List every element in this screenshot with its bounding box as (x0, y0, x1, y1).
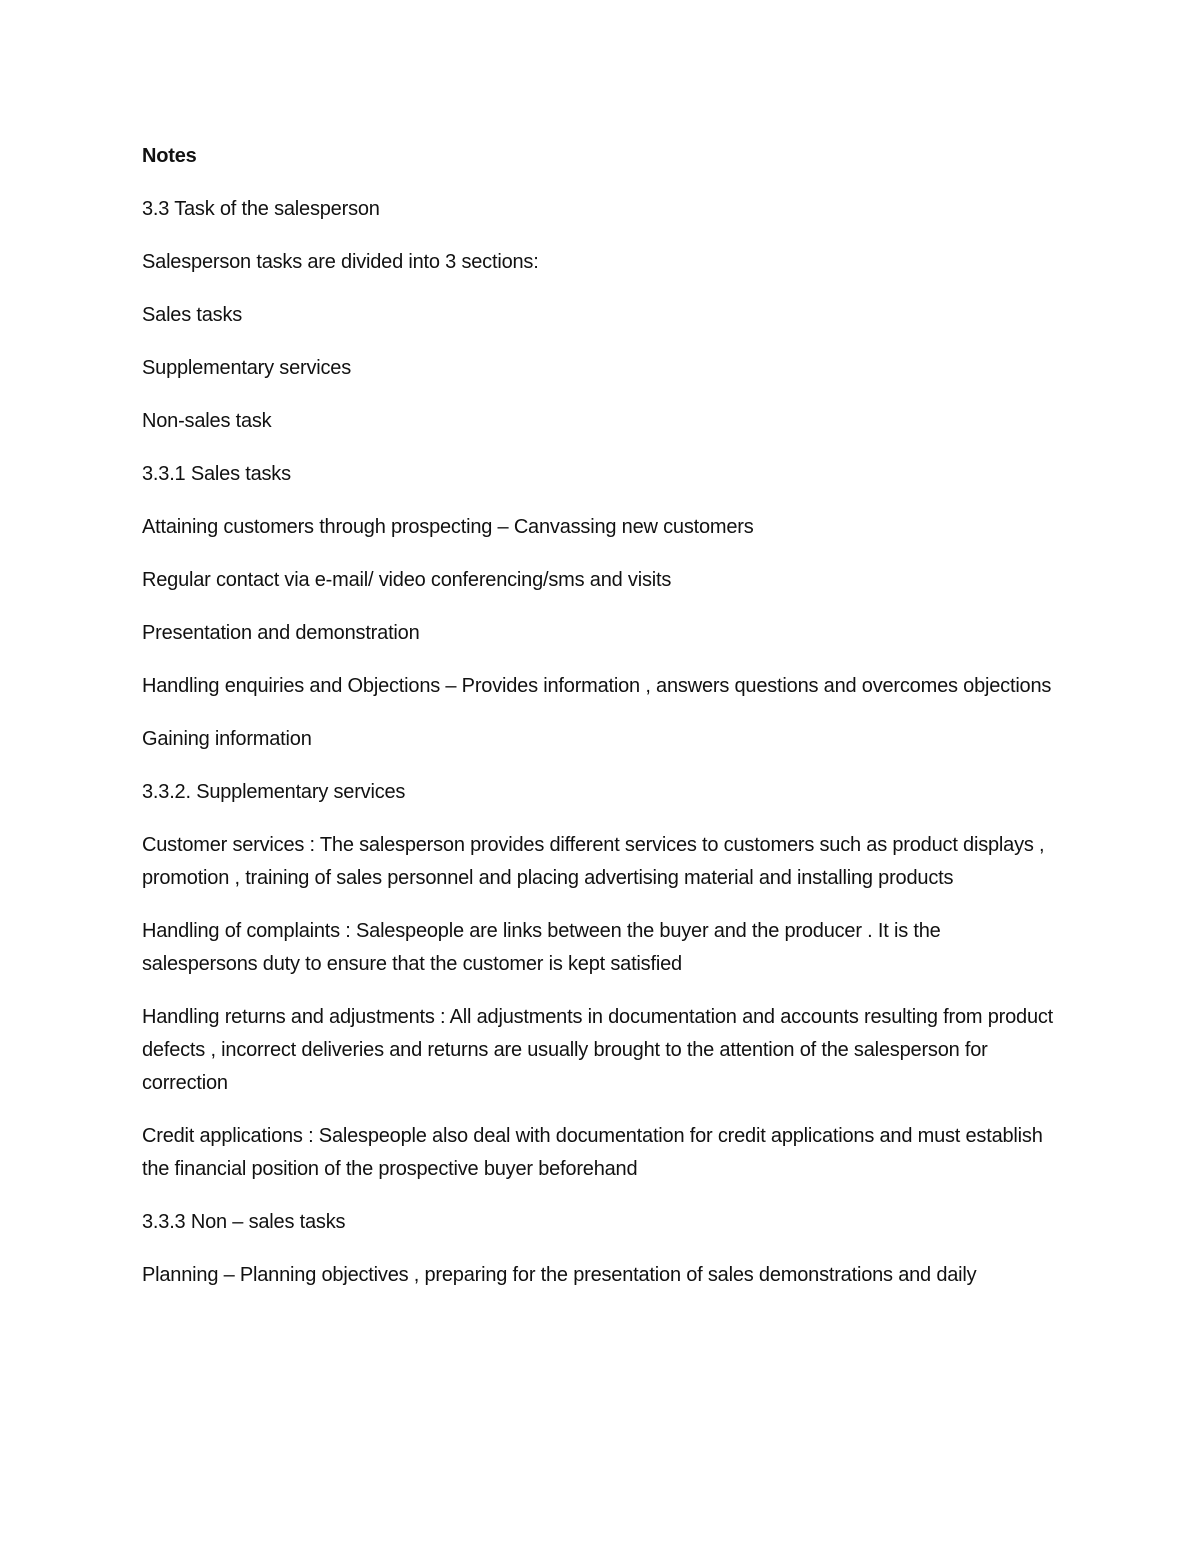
paragraph-gaining-information: Gaining information (142, 728, 312, 750)
notes-heading: Notes (142, 145, 197, 167)
paragraph-complaints: Handling of complaints : Salespeople are links between the buyer and the producer . It is the salespersons duty to ensure that the customer is kept satisfied (142, 920, 941, 975)
paragraph-planning: Planning – Planning objectives , preparing for the presentation of sales demonstrations and daily (142, 1264, 977, 1286)
document-body (142, 140, 1057, 1312)
paragraph-presentation: Presentation and demonstration (142, 622, 420, 644)
section-heading-3-3-1: 3.3.1 Sales tasks (142, 463, 291, 485)
section-heading-3-3-2: 3.3.2. Supplementary services (142, 781, 406, 803)
section-heading-3-3-3: 3.3.3 Non – sales tasks (142, 1211, 346, 1233)
paragraph-enquiries-objections: Handling enquiries and Objections – Provides information , answers questions and overcomes objections (142, 675, 1052, 697)
paragraph-customer-services: Customer services : The salesperson provides different services to customers such as product displays , promotion , training of sales personnel and placing advertising material and installing products (142, 834, 1045, 889)
paragraph-returns-adjustments: Handling returns and adjustments : All adjustments in documentation and accounts resulting from product defects , incorrect deliveries and returns are usually brought to the attention of the salesperson for correction (142, 1006, 1054, 1094)
list-item-supplementary-services: Supplementary services (142, 357, 352, 379)
section-heading-3-3: 3.3 Task of the salesperson (142, 198, 380, 220)
paragraph-prospecting: Attaining customers through prospecting – Canvassing new customers (142, 516, 754, 538)
section-intro: Salesperson tasks are divided into 3 sections: (142, 251, 539, 273)
list-item-non-sales-task: Non-sales task (142, 410, 272, 432)
paragraph-credit-applications: Credit applications : Salespeople also deal with documentation for credit applications and must establish the financial position of the prospective buyer beforehand (142, 1125, 1043, 1180)
paragraph-regular-contact: Regular contact via e-mail/ video conferencing/sms and visits (142, 569, 672, 591)
list-item-sales-tasks: Sales tasks (142, 304, 243, 326)
